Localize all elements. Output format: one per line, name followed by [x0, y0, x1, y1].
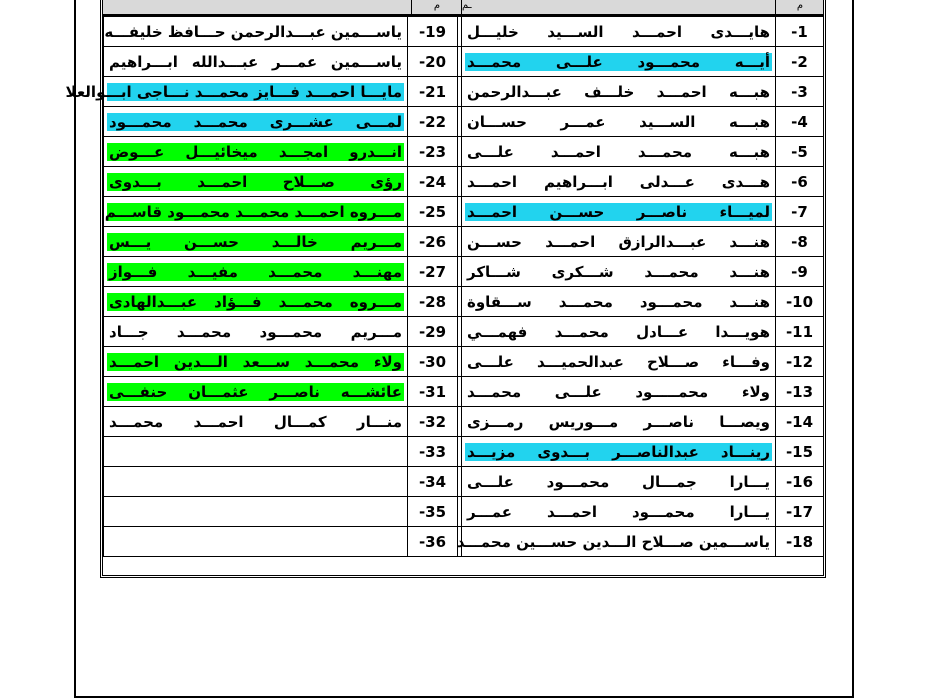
student-name-cell — [104, 197, 408, 227]
student-number-cell: -34 — [408, 467, 458, 497]
student-number-cell: -15 — [776, 437, 824, 467]
student-name-cell — [462, 227, 776, 257]
column-gap-cell — [458, 47, 462, 77]
table-row — [104, 317, 824, 347]
student-name-cell — [104, 47, 408, 77]
student-number-cell: -22 — [408, 107, 458, 137]
student-number-cell: -26 — [408, 227, 458, 257]
student-name-text: هنـــد عبـــدالرازق احمـــد حســـن — [467, 232, 770, 251]
table-row — [104, 17, 824, 47]
student-name-cell — [462, 197, 776, 227]
student-name-cell — [104, 227, 408, 257]
column-gap-cell — [458, 347, 462, 377]
column-gap-cell — [458, 197, 462, 227]
student-name-cell — [462, 497, 776, 527]
student-name-text: يـــارا جمـــال محمـــود علـــى — [467, 472, 770, 491]
student-name-text: ولاء محمـــد ســـعد الـــدين احمـــد — [109, 352, 402, 371]
student-number-cell: -29 — [408, 317, 458, 347]
table-row — [104, 407, 824, 437]
student-name-text: هويـــدا عـــادل محمـــد فهمـــي — [467, 322, 770, 341]
column-gap-cell — [458, 167, 462, 197]
student-name-text: هبـــه احمـــد خلـــف عبـــدالرحمن — [467, 82, 770, 101]
student-name-text — [107, 443, 404, 461]
table-row — [104, 287, 824, 317]
table-row — [104, 437, 824, 467]
student-name-cell — [462, 287, 776, 317]
column-gap-cell — [458, 407, 462, 437]
student-number-cell: -27 — [408, 257, 458, 287]
column-gap-cell — [458, 107, 462, 137]
student-name-text: هايـــدى احمـــد الســـيد خليـــل — [467, 22, 770, 41]
student-name-cell — [462, 347, 776, 377]
student-name-cell — [104, 347, 408, 377]
student-number-cell: -3 — [776, 77, 824, 107]
table-row — [104, 347, 824, 377]
student-name-text: انـــدرو امجـــد ميخائيـــل عـــوض — [109, 142, 402, 161]
student-name-cell — [462, 167, 776, 197]
table-row — [104, 167, 824, 197]
column-gap-cell — [458, 317, 462, 347]
student-name-text: هـــدى عـــدلى ابـــراهيم احمـــد — [467, 172, 770, 191]
column-gap-cell — [458, 467, 462, 497]
student-name-cell — [462, 317, 776, 347]
table-row — [104, 137, 824, 167]
student-name-text: مـــروه احمـــد محمـــد محمـــود قاســـم — [104, 202, 402, 221]
student-name-text: ويصـــا ناصـــر مـــوريس رمـــزى — [467, 412, 770, 431]
student-number-cell: -1 — [776, 17, 824, 47]
column-gap-cell — [458, 257, 462, 287]
column-gap-cell — [458, 77, 462, 107]
table-row — [104, 527, 824, 557]
header-name-left-edge — [103, 0, 109, 14]
student-name-cell — [462, 137, 776, 167]
student-name-text: ياســـمين صـــلاح الـــدين حســـين محمـــد — [456, 532, 770, 551]
student-name-cell — [104, 437, 408, 467]
student-number-cell: -33 — [408, 437, 458, 467]
student-name-cell — [462, 107, 776, 137]
student-name-cell — [104, 377, 408, 407]
student-name-text: مـــريم خالـــد حســـن يـــس — [109, 232, 402, 251]
student-name-text: مـــريم محمـــود محمـــد جـــاد — [109, 322, 402, 341]
student-name-cell — [104, 257, 408, 287]
table-row — [104, 467, 824, 497]
student-name-cell — [104, 167, 408, 197]
student-number-cell: -32 — [408, 407, 458, 437]
student-number-cell: -17 — [776, 497, 824, 527]
student-name-cell — [462, 437, 776, 467]
student-number-cell: -12 — [776, 347, 824, 377]
student-number-cell: -9 — [776, 257, 824, 287]
student-name-cell — [65, 77, 408, 107]
student-number-cell: -2 — [776, 47, 824, 77]
student-number-cell: -16 — [776, 467, 824, 497]
student-number-cell: -36 — [408, 527, 458, 557]
student-name-text: رينـــاد عبدالناصـــر بـــدوى مزيـــد — [467, 442, 770, 461]
student-name-text: يـــارا محمـــود احمـــد عمـــر — [467, 502, 770, 521]
student-name-text: لميـــاء ناصـــر حســـن احمـــد — [467, 202, 770, 221]
student-number-cell: -35 — [408, 497, 458, 527]
table-row — [104, 377, 824, 407]
student-number-cell: -11 — [776, 317, 824, 347]
student-name-cell — [462, 407, 776, 437]
student-name-cell — [462, 77, 776, 107]
student-name-cell — [104, 17, 408, 47]
roster-table — [65, 16, 824, 557]
table-row — [104, 77, 824, 107]
student-number-cell: -28 — [408, 287, 458, 317]
student-number-cell: -14 — [776, 407, 824, 437]
student-name-cell — [104, 317, 408, 347]
table-row — [104, 497, 824, 527]
student-name-text: هبـــه محمـــد احمـــد علـــى — [467, 142, 770, 161]
student-name-cell — [462, 17, 776, 47]
column-gap-cell — [458, 497, 462, 527]
student-number-cell: -6 — [776, 167, 824, 197]
student-name-text — [107, 503, 404, 521]
student-name-text — [107, 533, 404, 551]
student-name-cell — [104, 467, 408, 497]
student-number-cell: -7 — [776, 197, 824, 227]
student-name-text: ياســـمين عبـــدالرحمن حـــافظ خليفـــه — [104, 22, 402, 41]
student-name-text: منـــار كمـــال احمـــد محمـــد — [109, 412, 402, 431]
student-number-cell: -10 — [776, 287, 824, 317]
student-roster-sheet — [65, 0, 826, 578]
student-number-cell: -13 — [776, 377, 824, 407]
column-gap-cell — [458, 437, 462, 467]
student-number-cell: -18 — [776, 527, 824, 557]
header-number-right: م — [775, 0, 824, 14]
student-number-cell: -21 — [408, 77, 458, 107]
column-gap-cell — [458, 377, 462, 407]
student-name-cell — [462, 467, 776, 497]
student-name-cell — [104, 137, 408, 167]
student-name-cell — [462, 257, 776, 287]
student-name-cell — [104, 287, 408, 317]
student-name-cell — [104, 107, 408, 137]
student-name-text: هنـــد محمـــد شـــكرى شـــاكر — [467, 262, 770, 281]
student-name-text: لمـــى عشـــرى محمـــد محمـــود — [109, 112, 402, 131]
column-gap-cell — [458, 227, 462, 257]
table-row — [104, 257, 824, 287]
header-number-left: م — [411, 0, 462, 14]
table-row — [104, 227, 824, 257]
student-name-text: هبـــه الســـيد عمـــر حســـان — [467, 112, 770, 131]
student-name-text: ياســـمين عمـــر عبـــدالله ابـــراهيم — [109, 52, 402, 71]
student-name-cell — [104, 407, 408, 437]
student-number-cell: -31 — [408, 377, 458, 407]
student-name-text: أيـــه محمـــود علـــى محمـــد — [467, 52, 770, 71]
student-number-cell: -19 — [408, 17, 458, 47]
student-name-text — [107, 473, 404, 491]
column-gap-cell — [458, 287, 462, 317]
student-name-text: رؤى صـــلاح احمـــد بـــدوى — [109, 172, 402, 191]
student-name-cell — [104, 497, 408, 527]
header-name-right: ـم — [461, 0, 516, 14]
student-number-cell: -5 — [776, 137, 824, 167]
student-name-text: هنـــد محمـــود محمـــد ســـقاوة — [467, 292, 770, 311]
student-number-cell: -4 — [776, 107, 824, 137]
student-name-cell — [462, 377, 776, 407]
student-number-cell: -25 — [408, 197, 458, 227]
student-number-cell: -20 — [408, 47, 458, 77]
student-name-cell — [462, 47, 776, 77]
student-name-cell — [456, 527, 776, 557]
student-name-text: مـــروه محمـــد فـــؤاد عبـــدالهادى — [109, 292, 402, 311]
student-number-cell: -24 — [408, 167, 458, 197]
student-name-cell — [104, 527, 408, 557]
table-row — [104, 107, 824, 137]
student-name-text: مهنـــد محمـــد مفيـــد فـــواز — [109, 262, 402, 281]
column-gap-cell — [458, 17, 462, 47]
student-name-text: مايـــا احمـــد فـــايز محمـــد نـــاجى ابـــوالعلا — [65, 82, 402, 101]
student-name-text: عائشـــه ناصـــر عثمـــان حنفـــى — [109, 382, 402, 401]
student-number-cell: -8 — [776, 227, 824, 257]
student-number-cell: -23 — [408, 137, 458, 167]
student-name-text: ولاء محمـــــود علـــى محمـــد — [467, 382, 770, 401]
student-number-cell: -30 — [408, 347, 458, 377]
table-row — [104, 47, 824, 77]
table-header — [103, 0, 823, 16]
student-name-text: وفـــاء صـــلاح عبدالحميـــد علـــى — [467, 352, 770, 371]
column-gap-cell — [458, 137, 462, 167]
table-row — [104, 197, 824, 227]
